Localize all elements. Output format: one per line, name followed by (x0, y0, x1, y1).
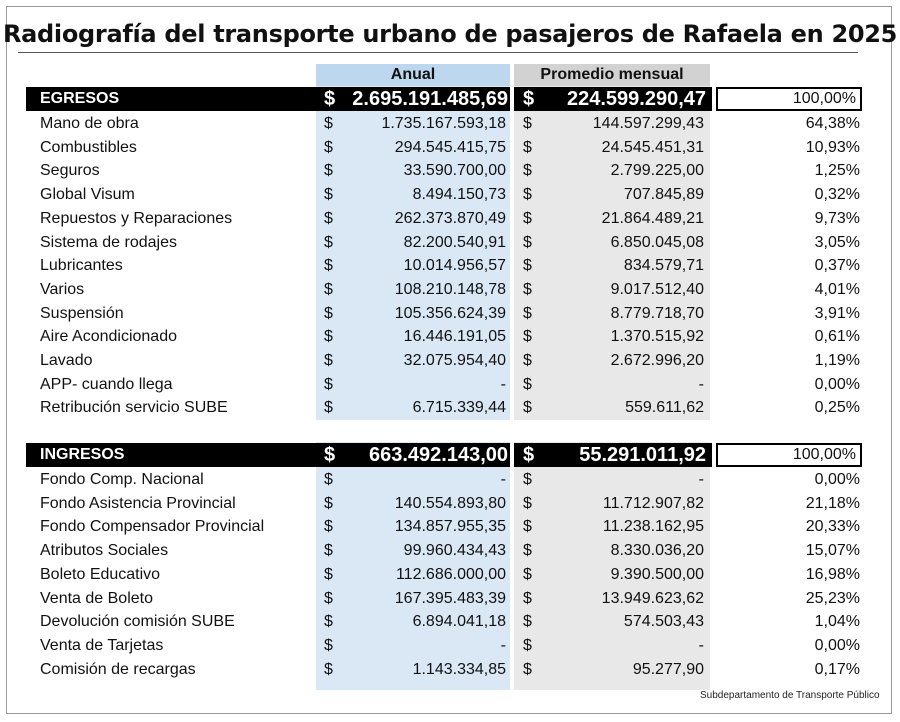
value-pct: 0,61% (814, 328, 860, 346)
currency-symbol: $ (324, 471, 333, 488)
value-mensual: 707.845,89 (623, 186, 704, 204)
table-row (26, 468, 860, 491)
currency-symbol: $ (324, 304, 333, 322)
row-label: Retribución servicio SUBE (40, 399, 228, 417)
currency-symbol: $ (523, 162, 532, 180)
currency-symbol: $ (523, 233, 532, 251)
currency-symbol: $ (324, 233, 333, 251)
total-pct-box (716, 87, 862, 111)
table-row (26, 539, 860, 562)
currency-symbol: $ (324, 565, 333, 583)
table-row (26, 136, 860, 159)
column-separator (510, 87, 514, 111)
value-pct: 15,07% (805, 542, 860, 560)
total-pct-box (716, 443, 862, 467)
currency-symbol: $ (523, 352, 532, 369)
value-mensual: 95.277,90 (632, 660, 704, 678)
header-anual: Anual (316, 64, 510, 86)
row-label: Venta de Boleto (40, 589, 153, 607)
table-row (26, 254, 860, 277)
total-pct: 100,00% (792, 446, 856, 463)
value-pct: 1,04% (814, 613, 860, 631)
value-anual: - (500, 471, 506, 488)
row-label: Aire Acondicionado (40, 328, 177, 346)
currency-symbol: $ (523, 444, 535, 466)
value-mensual: 11.712.907,82 (602, 494, 704, 512)
value-mensual: - (698, 471, 704, 488)
value-anual: 16.446.191,05 (403, 328, 506, 346)
value-mensual: 574.503,43 (623, 613, 704, 631)
value-pct: 20,33% (805, 518, 860, 536)
table-row (26, 207, 860, 230)
row-label: Atributos Sociales (40, 542, 169, 560)
value-anual: 10.014.956,57 (403, 257, 506, 275)
value-anual: 32.075.954,40 (403, 352, 506, 369)
row-label: Comisión de recargas (40, 660, 196, 678)
currency-symbol: $ (523, 636, 532, 654)
table-row (26, 492, 860, 515)
currency-symbol: $ (523, 257, 532, 275)
value-pct: 0,00% (814, 636, 860, 654)
currency-symbol: $ (523, 209, 532, 227)
value-mensual: 8.779.718,70 (610, 304, 704, 322)
currency-symbol: $ (324, 399, 333, 417)
row-label: Seguros (40, 162, 100, 180)
value-pct: 21,18% (805, 494, 860, 512)
currency-symbol: $ (324, 444, 336, 466)
egresos-total-row (26, 87, 860, 111)
row-label: Sistema de rodajes (40, 233, 177, 251)
currency-symbol: $ (523, 328, 532, 346)
currency-symbol: $ (523, 399, 532, 417)
row-label: Suspensión (40, 304, 124, 322)
currency-symbol: $ (324, 375, 333, 393)
currency-symbol: $ (324, 518, 333, 536)
currency-symbol: $ (523, 518, 532, 536)
table-row (26, 373, 860, 396)
currency-symbol: $ (523, 565, 532, 583)
value-mensual: - (698, 636, 704, 654)
value-pct: 1,19% (814, 352, 860, 369)
header-mensual: Promedio mensual (514, 64, 710, 86)
currency-symbol: $ (523, 494, 532, 512)
currency-symbol: $ (324, 328, 333, 346)
currency-symbol: $ (523, 589, 532, 607)
table-row (26, 349, 860, 372)
value-mensual: 21.864.489,21 (601, 209, 704, 227)
table-row (26, 183, 860, 206)
value-pct: 1,25% (814, 162, 860, 180)
currency-symbol: $ (523, 375, 532, 393)
value-anual: 294.545.415,75 (394, 138, 506, 156)
value-anual: 105.356.624,39 (394, 304, 506, 322)
value-anual: 112.686.000,00 (395, 565, 506, 583)
currency-symbol: $ (324, 209, 333, 227)
table-row (26, 658, 860, 681)
row-label: Boleto Educativo (40, 565, 161, 583)
value-pct: 0,00% (814, 471, 860, 488)
value-mensual: 834.579,71 (623, 257, 704, 275)
section-label: INGRESOS (40, 446, 125, 463)
value-pct: 0,32% (814, 186, 860, 204)
row-label: Varios (40, 280, 85, 298)
value-anual: 262.373.870,49 (394, 209, 506, 227)
value-anual: 6.894.041,18 (412, 613, 506, 631)
row-label: Mano de obra (40, 115, 139, 132)
value-mensual: 2.672.996,20 (610, 352, 704, 369)
row-label: Lavado (40, 352, 93, 369)
value-anual: 134.857.955,35 (394, 518, 506, 536)
currency-symbol: $ (324, 542, 333, 560)
value-anual: 99.960.434,43 (403, 542, 506, 560)
currency-symbol: $ (324, 352, 333, 369)
row-label: Fondo Compensador Provincial (40, 518, 265, 536)
total-mensual: 224.599.290,47 (566, 88, 706, 110)
currency-symbol: $ (523, 471, 532, 488)
total-anual: 2.695.191.485,69 (352, 88, 508, 110)
section-label: EGRESOS (40, 90, 120, 107)
currency-symbol: $ (523, 542, 532, 560)
currency-symbol: $ (523, 660, 532, 678)
value-mensual: 6.850.045,08 (610, 233, 704, 251)
table-row (26, 587, 860, 610)
row-label: Combustibles (40, 138, 137, 156)
table-row (26, 563, 860, 586)
ingresos-total-row (26, 443, 860, 467)
row-label: Repuestos y Reparaciones (40, 209, 233, 227)
value-pct: 4,01% (814, 280, 860, 298)
value-mensual: 9.017.512,40 (610, 280, 704, 298)
row-label: APP- cuando llega (40, 375, 173, 393)
row-label: Fondo Comp. Nacional (40, 471, 204, 488)
row-label: Venta de Tarjetas (40, 636, 164, 654)
value-anual: 6.715.339,44 (412, 399, 506, 417)
currency-symbol: $ (523, 88, 535, 110)
value-pct: 0,37% (814, 257, 860, 275)
currency-symbol: $ (523, 280, 532, 298)
currency-symbol: $ (324, 162, 333, 180)
value-anual: - (500, 375, 506, 393)
value-mensual: 8.330.036,20 (610, 542, 704, 560)
row-label: Devolución comisión SUBE (40, 613, 235, 631)
value-mensual: 1.370.515,92 (610, 328, 704, 346)
value-mensual: 11.238.162,95 (602, 518, 704, 536)
value-mensual: 144.597.299,43 (592, 115, 704, 132)
value-mensual: 2.799.225,00 (610, 162, 704, 180)
value-anual: 33.590.700,00 (403, 162, 506, 180)
currency-symbol: $ (324, 115, 333, 132)
row-label: Lubricantes (40, 257, 123, 275)
value-anual: - (500, 636, 506, 654)
currency-symbol: $ (324, 186, 333, 204)
value-mensual: 559.611,62 (625, 399, 704, 417)
total-anual: 663.492.143,00 (368, 444, 508, 466)
value-anual: 1.735.167.593,18 (381, 115, 506, 132)
value-mensual: 13.949.623,62 (601, 589, 704, 607)
table-row (26, 515, 860, 538)
value-pct: 64,38% (805, 115, 860, 132)
value-pct: 3,91% (814, 304, 860, 322)
footer-credit: Subdepartamento de Transporte Público (700, 690, 880, 701)
currency-symbol: $ (324, 494, 333, 512)
title-divider (18, 52, 858, 53)
value-anual: 167.395.483,39 (394, 589, 506, 607)
currency-symbol: $ (523, 613, 532, 631)
table-row (26, 610, 860, 633)
table-row (26, 159, 860, 182)
table-row (26, 302, 860, 325)
currency-symbol: $ (523, 186, 532, 204)
table-row (26, 231, 860, 254)
value-pct: 9,73% (814, 209, 860, 227)
page-title: Radiografía del transporte urbano de pasajeros de Rafaela en 2025 (2, 20, 898, 48)
value-anual: 82.200.540,91 (403, 233, 506, 251)
currency-symbol: $ (324, 613, 333, 631)
value-pct: 0,25% (814, 399, 860, 417)
currency-symbol: $ (324, 660, 333, 678)
value-pct: 3,05% (814, 233, 860, 251)
currency-symbol: $ (324, 88, 336, 110)
value-pct: 16,98% (805, 565, 860, 583)
value-mensual: 24.545.451,31 (601, 138, 704, 156)
currency-symbol: $ (324, 280, 333, 298)
total-mensual: 55.291.011,92 (579, 444, 706, 466)
value-pct: 0,00% (814, 375, 860, 393)
value-pct: 0,17% (814, 660, 860, 678)
currency-symbol: $ (523, 138, 532, 156)
value-pct: 25,23% (805, 589, 860, 607)
column-separator (510, 443, 514, 467)
table-row (26, 396, 860, 419)
currency-symbol: $ (523, 115, 532, 132)
table-row (26, 112, 860, 135)
value-anual: 108.210.148,78 (394, 280, 506, 298)
row-label: Fondo Asistencia Provincial (40, 494, 236, 512)
value-mensual: 9.390.500,00 (610, 565, 704, 583)
value-anual: 1.143.334,85 (412, 660, 506, 678)
table-row (26, 325, 860, 348)
currency-symbol: $ (324, 138, 333, 156)
table-row (26, 278, 860, 301)
value-anual: 8.494.150,73 (412, 186, 506, 204)
value-mensual: - (698, 375, 704, 393)
currency-symbol: $ (324, 589, 333, 607)
total-pct: 100,00% (792, 90, 856, 107)
table-row (26, 634, 860, 657)
value-anual: 140.554.893,80 (394, 494, 506, 512)
value-pct: 10,93% (805, 138, 860, 156)
currency-symbol: $ (324, 636, 333, 654)
currency-symbol: $ (523, 304, 532, 322)
currency-symbol: $ (324, 257, 333, 275)
row-label: Global Visum (40, 186, 135, 204)
